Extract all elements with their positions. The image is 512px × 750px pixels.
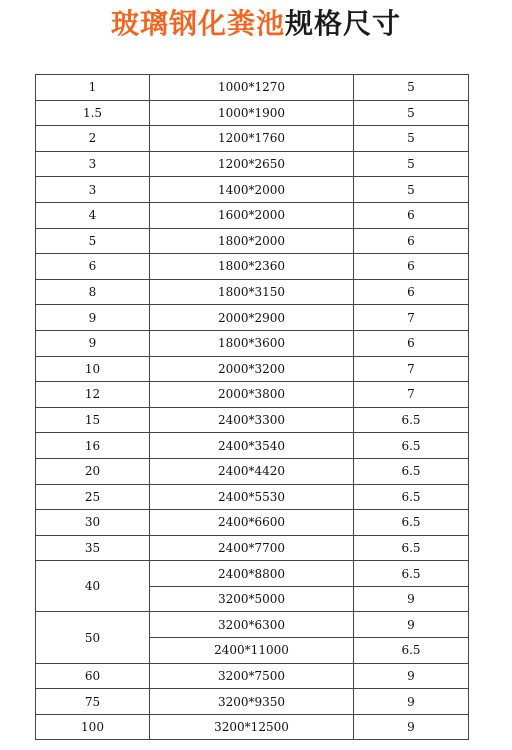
thickness-cell: 6.5 xyxy=(354,638,469,664)
table-row xyxy=(36,279,469,305)
capacity-cell: 16 xyxy=(36,433,150,459)
capacity-cell: 2 xyxy=(36,126,150,152)
size-cell: 1200*1760 xyxy=(150,126,354,152)
thickness-cell: 7 xyxy=(354,305,469,331)
thickness-cell: 9 xyxy=(354,586,469,612)
capacity-cell: 1 xyxy=(36,75,150,101)
capacity-cell: 25 xyxy=(36,484,150,510)
thickness-cell: 6 xyxy=(354,330,469,356)
size-cell: 1800*2360 xyxy=(150,254,354,280)
thickness-cell: 5 xyxy=(354,177,469,203)
thickness-cell: 5 xyxy=(354,126,469,152)
size-cell: 3200*9350 xyxy=(150,689,354,715)
thickness-cell: 5 xyxy=(354,100,469,126)
size-cell: 2400*4420 xyxy=(150,458,354,484)
thickness-cell: 6.5 xyxy=(354,561,469,587)
thickness-cell: 9 xyxy=(354,663,469,689)
capacity-cell: 35 xyxy=(36,535,150,561)
size-cell: 2400*6600 xyxy=(150,510,354,536)
table-row xyxy=(36,510,469,536)
capacity-cell: 3 xyxy=(36,177,150,203)
thickness-cell: 6.5 xyxy=(354,484,469,510)
thickness-cell: 9 xyxy=(354,689,469,715)
table-row xyxy=(36,407,469,433)
size-cell: 2400*5530 xyxy=(150,484,354,510)
thickness-cell: 9 xyxy=(354,714,469,740)
table-row xyxy=(36,663,469,689)
table-row xyxy=(36,356,469,382)
thickness-cell: 7 xyxy=(354,382,469,408)
capacity-cell: 30 xyxy=(36,510,150,536)
thickness-cell: 6.5 xyxy=(354,458,469,484)
table-row xyxy=(36,202,469,228)
table-row xyxy=(36,177,469,203)
table-row xyxy=(36,484,469,510)
capacity-cell: 3 xyxy=(36,151,150,177)
title-accent: 玻璃钢化粪池 xyxy=(110,7,285,40)
thickness-cell: 5 xyxy=(354,151,469,177)
thickness-cell: 5 xyxy=(354,75,469,101)
thickness-cell: 6 xyxy=(354,279,469,305)
table-row xyxy=(36,612,469,638)
size-cell: 1000*1270 xyxy=(150,75,354,101)
capacity-cell: 15 xyxy=(36,407,150,433)
table-row xyxy=(36,305,469,331)
thickness-cell: 6 xyxy=(354,202,469,228)
size-cell: 3200*7500 xyxy=(150,663,354,689)
capacity-cell: 9 xyxy=(36,305,150,331)
thickness-cell: 6.5 xyxy=(354,535,469,561)
capacity-cell: 12 xyxy=(36,382,150,408)
table-row xyxy=(36,228,469,254)
size-cell: 2000*3800 xyxy=(150,382,354,408)
thickness-cell: 9 xyxy=(354,612,469,638)
thickness-cell: 6.5 xyxy=(354,510,469,536)
table-row xyxy=(36,714,469,740)
thickness-cell: 7 xyxy=(354,356,469,382)
table-row xyxy=(36,458,469,484)
size-cell: 1000*1900 xyxy=(150,100,354,126)
capacity-cell: 40 xyxy=(36,561,150,612)
table-row xyxy=(36,535,469,561)
table-row xyxy=(36,151,469,177)
thickness-cell: 6 xyxy=(354,228,469,254)
capacity-cell: 50 xyxy=(36,612,150,663)
size-cell: 1600*2000 xyxy=(150,202,354,228)
table-row xyxy=(36,330,469,356)
size-cell: 2400*11000 xyxy=(150,638,354,664)
size-cell: 2400*3540 xyxy=(150,433,354,459)
size-cell: 1200*2650 xyxy=(150,151,354,177)
size-cell: 3200*6300 xyxy=(150,612,354,638)
title-rest: 规格尺寸 xyxy=(285,7,402,40)
capacity-cell: 20 xyxy=(36,458,150,484)
size-cell: 2000*3200 xyxy=(150,356,354,382)
capacity-cell: 10 xyxy=(36,356,150,382)
table-row xyxy=(36,75,469,101)
capacity-cell: 1.5 xyxy=(36,100,150,126)
thickness-cell: 6.5 xyxy=(354,433,469,459)
table-row xyxy=(36,254,469,280)
capacity-cell: 9 xyxy=(36,330,150,356)
capacity-cell: 5 xyxy=(36,228,150,254)
capacity-cell: 4 xyxy=(36,202,150,228)
size-cell: 1800*2000 xyxy=(150,228,354,254)
size-cell: 1800*3150 xyxy=(150,279,354,305)
table-row xyxy=(36,100,469,126)
size-cell: 2400*7700 xyxy=(150,535,354,561)
capacity-cell: 8 xyxy=(36,279,150,305)
size-cell: 2400*8800 xyxy=(150,561,354,587)
spec-table xyxy=(35,74,469,740)
table-row xyxy=(36,126,469,152)
capacity-cell: 75 xyxy=(36,689,150,715)
table-row xyxy=(36,433,469,459)
page-title xyxy=(0,2,512,46)
size-cell: 2400*3300 xyxy=(150,407,354,433)
size-cell: 1800*3600 xyxy=(150,330,354,356)
thickness-cell: 6 xyxy=(354,254,469,280)
table-row xyxy=(36,689,469,715)
size-cell: 2000*2900 xyxy=(150,305,354,331)
capacity-cell: 60 xyxy=(36,663,150,689)
table-row xyxy=(36,382,469,408)
thickness-cell: 6.5 xyxy=(354,407,469,433)
size-cell: 3200*5000 xyxy=(150,586,354,612)
size-cell: 1400*2000 xyxy=(150,177,354,203)
size-cell: 3200*12500 xyxy=(150,714,354,740)
capacity-cell: 100 xyxy=(36,714,150,740)
capacity-cell: 6 xyxy=(36,254,150,280)
table-row xyxy=(36,561,469,587)
